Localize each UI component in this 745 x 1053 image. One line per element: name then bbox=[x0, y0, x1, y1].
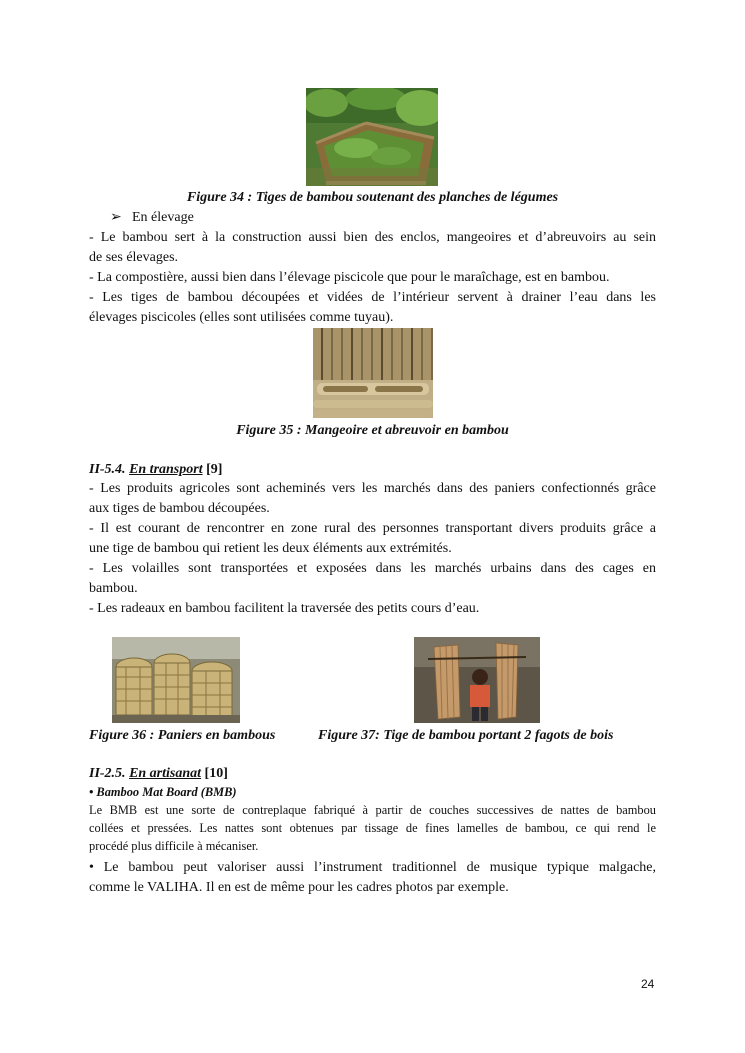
elevage-title: En élevage bbox=[132, 210, 194, 225]
figure-34-caption: Figure 34 : Tiges de bambou soutenant des planches de légumes bbox=[186, 190, 559, 205]
bmb-paragraph-line3: procédé plus difficile à mécaniser. bbox=[89, 839, 259, 853]
elevage-p1-line2: de ses élevages. bbox=[89, 250, 179, 265]
transport-p3-line2: bambou. bbox=[89, 581, 138, 596]
figure-37-photo bbox=[414, 637, 540, 723]
elevage-p3-line1: - Les tiges de bambou découpées et vidées de l’intérieur servent à drainer l’eau dans les bbox=[89, 290, 656, 305]
section-heading-artisanat bbox=[89, 764, 228, 784]
artisanat-p-line2: comme le VALIHA. Il en est de même pour les cadres photos par exemple. bbox=[89, 880, 509, 895]
section-reference: [9] bbox=[206, 462, 223, 477]
section-number: II-2.5. bbox=[89, 766, 126, 781]
section-title-link[interactable]: En transport bbox=[129, 462, 203, 477]
bmb-paragraph-line2: collées et pressées. Les nattes sont obtenues par tissage de fines lamelles de bambou, ce qui rend le bbox=[89, 821, 656, 835]
arrow-bullet-icon: ➢ bbox=[110, 210, 122, 225]
transport-p4: - Les radeaux en bambou facilitent la traversée des petits cours d’eau. bbox=[89, 601, 480, 616]
section-heading-transport bbox=[89, 460, 222, 480]
transport-p2-line2: une tige de bambou qui retient les deux éléments aux extrémités. bbox=[89, 541, 452, 556]
figure-37-caption: Figure 37: Tige de bambou portant 2 fagots de bois bbox=[318, 728, 614, 743]
bmb-subheading: • Bamboo Mat Board (BMB) bbox=[89, 785, 237, 799]
bmb-paragraph-line1: Le BMB est une sorte de contreplaque fabriqué à partir de couches successives de nattes de bambou bbox=[89, 803, 656, 817]
elevage-p2: - La compostière, aussi bien dans l’élevage piscicole que pour le maraîchage, est en bambou. bbox=[89, 270, 610, 285]
transport-p1-line1: - Les produits agricoles sont acheminés vers les marchés dans des paniers confectionnés grâce bbox=[89, 481, 656, 496]
figure-36-caption: Figure 36 : Paniers en bambous bbox=[89, 728, 276, 743]
figure-36-photo bbox=[112, 637, 240, 723]
figure-35-photo bbox=[313, 328, 433, 418]
transport-p3-line1: - Les volailles sont transportées et exposées dans les marchés urbains dans des cages en bbox=[89, 561, 656, 576]
artisanat-p-line1: • Le bambou peut valoriser aussi l’instrument traditionnel de musique typique malgache, bbox=[89, 860, 656, 875]
elevage-p1-line1: - Le bambou sert à la construction aussi bien des enclos, mangeoires et d’abreuvoirs au sein bbox=[89, 230, 656, 245]
figure-34-photo bbox=[306, 88, 438, 186]
section-reference: [10] bbox=[204, 766, 228, 781]
section-title-link[interactable]: En artisanat bbox=[129, 766, 202, 781]
transport-p2-line1: - Il est courant de rencontrer en zone rural des personnes transportant divers produits grâce a bbox=[89, 521, 656, 536]
transport-p1-line2: aux tiges de bambou découpées. bbox=[89, 501, 270, 516]
section-number: II-5.4. bbox=[89, 462, 126, 477]
elevage-bullet-item bbox=[110, 208, 194, 228]
page-number: 24 bbox=[641, 977, 655, 991]
elevage-p3-line2: élevages piscicoles (elles sont utilisées comme tuyau). bbox=[89, 310, 394, 325]
figure-35-caption: Figure 35 : Mangeoire et abreuvoir en bambou bbox=[236, 423, 509, 438]
